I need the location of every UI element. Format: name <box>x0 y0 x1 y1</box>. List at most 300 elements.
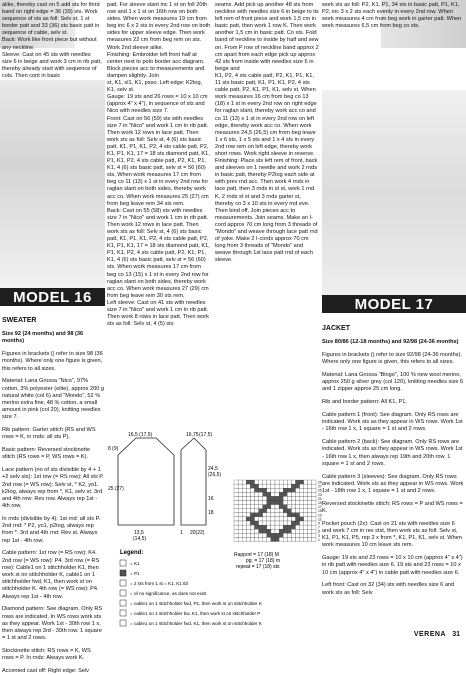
diagram-cell <box>271 480 275 484</box>
diagram-cell <box>275 505 279 509</box>
diagram-cell <box>275 521 279 525</box>
diagram-cell <box>279 492 283 496</box>
diagram-cell <box>242 484 246 488</box>
diagram-cell <box>250 505 254 509</box>
diagram-cell <box>279 484 283 488</box>
diagram-cell <box>259 496 263 500</box>
diagram-cell <box>308 537 312 541</box>
diagram-cell <box>312 521 316 525</box>
diagram-cell <box>267 484 271 488</box>
schematic-right-top-b: (17,5) <box>199 432 213 438</box>
diagram-cell <box>308 521 312 525</box>
diagram-cell <box>259 505 263 509</box>
sweater-rib: Rib pattern: Garter stitch (RS and WS rows = K, in rnds: all sts P). <box>2 427 96 441</box>
diagram-cell <box>296 505 300 509</box>
sweater-diamond: Diamond pattern: See diagram. Only RS rows are indicated. In WS rows work sts as they appear. Work 1st - 30th row 1 x, then always rep 3rd - 30th row. 1 square = 1 st and 2 rows. <box>2 606 103 642</box>
diagram-cell <box>238 521 242 525</box>
legend-symbol <box>120 560 126 566</box>
diagram-cell <box>267 533 271 537</box>
schematic-body <box>108 432 174 542</box>
sweater-sizes: Size 92 (24 months) and 98 (36 months) <box>2 331 84 345</box>
jacket-instructions <box>322 318 464 635</box>
schematic-right-side-a: 24,5 <box>208 466 218 472</box>
diagram-cell <box>291 517 295 521</box>
diagram-cell <box>267 488 271 492</box>
jacket-sizes: Size 80/86 (12-18 months) and 92/98 (24-36 months) <box>322 339 459 346</box>
diagram-cell <box>259 525 263 529</box>
diagram-cell <box>291 501 295 505</box>
diagram-cell <box>242 509 246 513</box>
text-col4-top: work sts as foll: P2, K1, P1, 34 sts in basic patt, P1, K1, P2, inc 3 x 2 sts each evenly in every 2nd row. When work measures 4 cm from beg work in garter patt. When work measures 6,5 cm from beg co sts. <box>322 2 462 30</box>
diagram-cell <box>259 537 263 541</box>
diagram-cell <box>296 480 300 484</box>
jacket-body: Figures in brackets () refer to size 92/98 (24-36 months). Where only one figure is given, this refers to all sizes. <box>322 352 462 366</box>
text-col3-seams: seams. Add pick up another 48 sts from neckline with needles size 6 in beige to its left rem of front piece and work 1,5 cm in basic patt, then work 1 row K. Then work another 1,5 cm in basic patt. Co sts. Fold band of neckline to inside by half and sew on. From P row of neckline band approx 2 cm apart from each edge pick up approx 42 sts from inside with needles size 6 in beige and <box>215 2 319 72</box>
diagram-cell <box>259 480 263 484</box>
diagram-cell <box>234 496 238 500</box>
schematic-right-bottom-a: 1 <box>180 530 183 536</box>
diagram-cell <box>238 488 242 492</box>
diagram-cell <box>263 537 267 541</box>
diagram-cell <box>304 488 308 492</box>
diagram-cell <box>304 513 308 517</box>
diagram-cell <box>255 505 259 509</box>
diagram-cell <box>250 533 254 537</box>
jacket-gauge: Gauge: 19 sts and 23 rows = 10 x 10 cm (approx 4" x 4") in rib patt with needles size 6. 19 sts and 23 rows = 10 x 10 cm (approx 4" x 4") in cable patt with needles size 6. <box>322 555 463 576</box>
diagram-row-label: 11 <box>318 517 322 522</box>
diagram-cell <box>238 501 242 505</box>
legend-item-text: = K1 <box>130 561 140 566</box>
diagram-cell <box>291 505 295 509</box>
diagram-cell <box>279 537 283 541</box>
text-back2: Back: Cast on 55 (58) sts with needles size 7 in "Nico" and work 1 cm in rib patt. Then work 12 rows in lace patt. Then work sts as foll: Selv st, 4 (6) sts basic patt, K1, P1, K1, P2, 4 sts cable patt, P2, K1, P1, K1, 17 = 18 sts diamond patt, K1, P1, K1, P2, 4 sts cable patt, P2, K1, P1, K1, 4 (6) sts basic patt, selv st = 56 (60) sts. When work measures 17 cm from beg co 13 (15) x 1 st in every 2nd row for raglan slant on both sides, thereby work acc co. When work measures 27 (29) cm from beg leave rem 30 sts rem. <box>107 207 210 299</box>
sweater-lace2: In rnds (divisible by 4): 1st rnd: all sts P. 2nd rnd: * P2, yo1, p2tog, always rep from *. 3rd and 4th rnd: Rev st. Always rep 1st - 4th row. <box>2 516 101 544</box>
diagram-cell <box>234 517 238 521</box>
diagram-cell <box>312 513 316 517</box>
diagram-cell <box>312 537 316 541</box>
diagram-cell <box>291 537 295 541</box>
legend-item-text: = cable1 on 1 stitchholder fwd, P1, then work st on stitchholder K <box>130 601 262 606</box>
diagram-row-label: 27 <box>318 484 322 489</box>
diagram-cell <box>255 529 259 533</box>
diagram-cell <box>304 480 308 484</box>
column-3 <box>215 2 319 307</box>
diagram-cell <box>259 521 263 525</box>
diagram-cell <box>250 484 254 488</box>
diagram-cell <box>308 529 312 533</box>
diagram-cell <box>291 484 295 488</box>
jacket-cable2: Cable pattern 2 (back): See diagram. Only RS rows are indicated. Work sts as they appear in WS rows. Work 1st - 16th row 1 x, then always rep 19th and 20th row. 1 square = 1 st and 2 rows. <box>322 439 463 467</box>
diagram-cell <box>255 537 259 541</box>
diagram-cell <box>250 525 254 529</box>
diagram-cell <box>308 501 312 505</box>
diagram-cell <box>300 501 304 505</box>
diagram-cell <box>279 488 283 492</box>
diagram-cell <box>255 496 259 500</box>
page-number: 31 <box>452 631 460 638</box>
diagram-cell <box>312 484 316 488</box>
diagram-cell <box>304 496 308 500</box>
diagram-cell <box>259 513 263 517</box>
diagram-row-label: 7 <box>318 525 320 530</box>
diagram-cell <box>304 537 308 541</box>
diagram-cell <box>246 513 250 517</box>
diagram-row-label: 13 <box>318 513 322 518</box>
brand-name: VERENA <box>413 631 446 638</box>
column-2 <box>107 2 211 432</box>
schematic-left-bottom-b: (14,5) <box>133 536 147 542</box>
legend-symbol <box>120 570 126 576</box>
diagram-cell <box>246 484 250 488</box>
diagram-cell <box>271 492 275 496</box>
diagram-cell <box>246 501 250 505</box>
diagram-cell <box>250 521 254 525</box>
diagram-cell <box>234 501 238 505</box>
diagram-cell <box>283 529 287 533</box>
diagram-cell <box>259 529 263 533</box>
diagram-cell <box>279 529 283 533</box>
diagram-cell <box>275 529 279 533</box>
diagram-cell <box>263 529 267 533</box>
diagram-cell <box>271 517 275 521</box>
diagram-cell <box>287 537 291 541</box>
diagram-cell <box>291 496 295 500</box>
diamond-diagram-grid <box>234 480 316 542</box>
diagram-cell <box>283 537 287 541</box>
diagram-cell <box>283 509 287 513</box>
diagram-cell <box>267 525 271 529</box>
diagram-cell <box>271 488 275 492</box>
text-back: Back: Work like front piece but without any neckline. <box>2 37 97 51</box>
diagram-cell <box>246 533 250 537</box>
diagram-cell <box>234 488 238 492</box>
jacket-rev: Reversed stockinette stitch: RS rows = P and WS rows = K. <box>322 500 463 515</box>
legend-title: Legend: <box>120 550 144 556</box>
diagram-cell <box>238 492 242 496</box>
diagram-cell <box>255 517 259 521</box>
jacket-rib: Rib and border pattern: All K1, P1. <box>322 399 407 406</box>
diagram-cell <box>279 521 283 525</box>
diagram-cell <box>308 525 312 529</box>
diagram-cell <box>312 525 316 529</box>
diagram-cell <box>275 525 279 529</box>
diagram-cell <box>242 492 246 496</box>
text-sleeve: Sleeve: Cast on 45 sts with needles size 6 in beige and work 3 cm in rib patt, thereby already start with sequence of cols. Then cont in basic <box>2 51 102 79</box>
diagram-cell <box>283 484 287 488</box>
schematic-right-side-c: 16 <box>208 496 214 502</box>
diagram-cell <box>287 521 291 525</box>
diagram-row-label: 17 <box>318 505 322 510</box>
diagram-cell <box>234 533 238 537</box>
diagram-cell <box>312 505 316 509</box>
diagram-cell <box>255 480 259 484</box>
diagram-cell <box>250 496 254 500</box>
column-4-top <box>322 2 464 90</box>
diagram-cell <box>263 492 267 496</box>
diagram-cell <box>242 525 246 529</box>
diagram-cell <box>250 501 254 505</box>
diagram-cell <box>242 496 246 500</box>
diagram-cell <box>271 533 275 537</box>
diagram-cell <box>238 517 242 521</box>
diagram-cell <box>308 488 312 492</box>
legend-symbol <box>120 620 126 626</box>
diagram-cell <box>287 533 291 537</box>
diagram-cell <box>267 529 271 533</box>
diagram-cell <box>271 505 275 509</box>
diagram-cell <box>287 488 291 492</box>
diagram-cell <box>308 517 312 521</box>
diagram-cell <box>287 501 291 505</box>
diagram-cell <box>234 525 238 529</box>
diagram-cell <box>291 533 295 537</box>
sweater-heading: SWEATER <box>2 317 37 324</box>
diagram-cell <box>300 492 304 496</box>
sweater-basic: Basic pattern: Reversed stockinette stitch (RS rows = P, WS rows = K). <box>2 447 90 461</box>
diagram-cell <box>238 529 242 533</box>
diagram-cell <box>271 537 275 541</box>
legend-item-text: = 2 sts from 1 st = K1, K1 tbl <box>130 581 188 586</box>
diagram-cell <box>296 509 300 513</box>
diagram-cell <box>304 533 308 537</box>
diagram-cell <box>283 488 287 492</box>
diagram-cell <box>275 488 279 492</box>
sweater-body: Figures in brackets () refer to size 98 (36 months). Where only one figure is given, this refers to all sizes. <box>2 351 103 372</box>
schematic-left-side-a: 8 (9) <box>108 446 119 452</box>
diagram-cell <box>300 505 304 509</box>
diagram-cell <box>250 529 254 533</box>
diagram-cell <box>275 509 279 513</box>
diagram-cell <box>283 496 287 500</box>
diagram-cell <box>255 484 259 488</box>
diagram-cell <box>283 513 287 517</box>
diagram-cell <box>304 484 308 488</box>
diagram-cell <box>255 533 259 537</box>
diagram-cell <box>246 517 250 521</box>
diagram-cell <box>259 492 263 496</box>
schematic-left-bottom-a: 13,5 <box>134 530 144 536</box>
diagram-cell <box>312 517 316 521</box>
diagram-rapport: Rapport = 17 (18) M <box>234 552 279 558</box>
diagram-cell <box>263 488 267 492</box>
diagram-cell <box>287 509 291 513</box>
diagram-cell <box>259 533 263 537</box>
diagram-cell <box>300 484 304 488</box>
diagram-cell <box>263 533 267 537</box>
diagram-cell <box>308 509 312 513</box>
diagram-cell <box>238 537 242 541</box>
diagram-cell <box>238 509 242 513</box>
diagram-row-label: 19 <box>318 501 322 505</box>
diagram-cell <box>279 501 283 505</box>
diagram-cell <box>246 492 250 496</box>
diagram-cell <box>279 513 283 517</box>
sweater-stockinette: Stockinette stitch: RS rows = K, WS rows = P. In rnds: Always work K. <box>2 648 91 662</box>
diagram-cell <box>283 492 287 496</box>
diagram-cell <box>291 525 295 529</box>
schematic-left-top: 16,5 (17,5) <box>128 432 153 438</box>
diagram-cell <box>234 484 238 488</box>
diagram-cell <box>287 529 291 533</box>
diagram-cell <box>275 480 279 484</box>
diagram-cell <box>242 501 246 505</box>
diagram-cell <box>246 521 250 525</box>
diagram-cell <box>279 517 283 521</box>
diagram-cell <box>287 492 291 496</box>
diagram-cell <box>304 521 308 525</box>
text-gauge: Gauge: 19 sts and 26 rows = 10 x 10 cm (approx 4" x 4"), in sequence of sts and Nico with needles size 7. <box>107 94 208 115</box>
diagram-cell <box>312 533 316 537</box>
legend-symbol <box>120 580 126 586</box>
diagram-cell <box>242 488 246 492</box>
jacket-cable1: Cable pattern 1 (front): See diagram. Only RS rows are indicated. Work sts as they appear in WS rows. Work 1st - 16th row 1 x, 1 square = 1 st and 2 rows. <box>322 412 463 433</box>
diagram-cell <box>250 509 254 513</box>
sweater-lace: Lace pattern (no of sts divisible by 4 + 1 +2 selv sts): 1st row (= RS row): All sts P. 2nd row (= WS row): Selv st, * K2, yo1, k2tog, always rep from *, K1, selv st. 3rd and 4th row: Rev row. Always rep 1st - 4th row. <box>2 467 104 510</box>
diagram-cell <box>275 496 279 500</box>
diagram-cell <box>304 509 308 513</box>
legend-item-text: = of no significance, as does not exist <box>130 591 207 596</box>
text-col3-top: st, K1, sl1, K1, psso. Left edge: K2tog, K1, selv st. <box>107 80 203 94</box>
schematic-right-bottom-b: 20(22) <box>190 530 205 536</box>
diagram-cell <box>300 521 304 525</box>
diagram-cell <box>234 529 238 533</box>
diagram-cell <box>312 509 316 513</box>
diagram-cell <box>291 509 295 513</box>
diagram-row-label: 5 <box>318 529 320 534</box>
diagram-cell <box>263 521 267 525</box>
diagram-cell <box>275 517 279 521</box>
diagram-cell <box>271 484 275 488</box>
diagram-cell <box>246 480 250 484</box>
model-17-label: MODEL 17 <box>322 295 466 313</box>
legend-item-text: = cable1 on 1 stitchholder bw, K1, then work st on stitchholder P <box>130 611 261 616</box>
diagram-cell <box>291 480 295 484</box>
diagram-cell <box>271 509 275 513</box>
diagram-cell <box>271 501 275 505</box>
legend-symbol <box>120 610 126 616</box>
diagram-cell <box>267 480 271 484</box>
diagram-cell <box>275 533 279 537</box>
diagram-cell <box>279 533 283 537</box>
diagram-cell <box>308 480 312 484</box>
diagram-cell <box>234 505 238 509</box>
diagram-cell <box>271 529 275 533</box>
diagram-cell <box>267 513 271 517</box>
diagram-cell <box>238 480 242 484</box>
diagram-cell <box>263 501 267 505</box>
diagram-cell <box>242 537 246 541</box>
diagram-cell <box>287 480 291 484</box>
diagram-cell <box>308 505 312 509</box>
jacket-left: Left front: Cast on 32 (34) sts with needles size 6 and work sts as foll: Selv <box>322 582 455 596</box>
diagram-cell <box>267 505 271 509</box>
diagram-cell <box>304 492 308 496</box>
diagram-cell <box>250 517 254 521</box>
diagram-cell <box>275 513 279 517</box>
diagram-row-label: 23 <box>318 492 322 497</box>
diagram-cell <box>234 480 238 484</box>
diagram-cell <box>296 488 300 492</box>
legend-item-text: = cable1 on 1 stitchholder fwd, K1, then work st on stitchholder K <box>130 621 262 626</box>
diagram-cell <box>250 513 254 517</box>
diagram-cell <box>283 505 287 509</box>
photo-model-16 <box>0 80 105 288</box>
diagram-cell <box>283 525 287 529</box>
diagram-cell <box>308 484 312 488</box>
diagram-cell <box>246 505 250 509</box>
diagram-cell <box>246 537 250 541</box>
jacket-material: Material: Lana Grossa "Bingo", 100 % new wool merino, approx 250 g silver grey (col 120), knitting needles size 6 and 1 zipper approx 25 cm long. <box>322 372 464 393</box>
diagram-cell <box>300 496 304 500</box>
diagram-cell <box>250 488 254 492</box>
text-front: Front: Cast on 56 (59) sts with needles size 7 in "Nico" and work 1 cm in rib patt. Then work 12 rows in lace patt. Then work sts as foll: Selv st, 4 (6) sts basic patt, K1, P1, K1, P2, 4 sts cable patt, P2, K1, P1, K1, 17 = 18 sts diamond patt, K1, P1, K1, P2, 4 sts cable patt, P2, K1, P1, K1, 4 (6) sts basic patt, selv st = 56 (60) sts. When work measures 17 cm from beg co 11 (13) x 1 st in every 2nd row for raglan slant on both sides, thereby work acc co. When work measures 25 (27) cm from beg leave rem 34 sts rem. <box>107 115 210 207</box>
diagram-cell <box>296 525 300 529</box>
diagram-cell <box>308 533 312 537</box>
diagram-cell <box>304 525 308 529</box>
diagram-cell <box>255 521 259 525</box>
diagram-cell <box>242 513 246 517</box>
diagram-cell <box>300 517 304 521</box>
diagram-cell <box>296 529 300 533</box>
diagram-row-label: 3 <box>318 533 320 538</box>
diagram-cell <box>234 509 238 513</box>
diagram-cell <box>246 509 250 513</box>
diagram-cell <box>238 505 242 509</box>
diagram-cell <box>312 480 316 484</box>
diagram-cell <box>279 509 283 513</box>
diagram-cell <box>255 501 259 505</box>
diagram-cell <box>246 525 250 529</box>
diagram-row-label: 21 <box>318 496 322 501</box>
diagram-cell <box>296 496 300 500</box>
text-col3-mid: K1, P2, 4 sts cable patt, P2, K1, P1, K1, 11 sts basic patt, K1, P1, K1, P2, 4 sts cable patt, P2, K1, P1, K1, selv st. When work measures 16 cm from beg co 13 (18) x 1 st in every 2nd row on right edge for raglan slant, thereby work acc co and co 11 (13) x 1 st in every 2nd row on left edge, thereby work acc co. When work measures 24,5 (26,5) cm from beg leave 1 x 6 sts, 1 x 5 sts and 1 x 4 sts in every 2nd row rem on left edge, thereby work short rows. Work right sleeve in reverse. <box>215 72 317 157</box>
sweater-accented: Accented cast off: Right edge: Selv <box>2 668 89 675</box>
diagram-row-label: 1 <box>318 537 320 542</box>
text-finishing: Finishing: Embroider left front half at center next to polo border acc diagram. Block pieces acc to measurements and dampen slightly. Join <box>107 51 205 79</box>
diagram-cell <box>250 492 254 496</box>
diagram-cell <box>300 488 304 492</box>
diagram-cell <box>238 513 242 517</box>
diagram-cell <box>296 517 300 521</box>
diagram-cell <box>263 513 267 517</box>
diagram-cell <box>255 488 259 492</box>
diagram-cell <box>242 521 246 525</box>
diagram-cell <box>246 496 250 500</box>
schematic-right-top: 16,75 <box>186 432 199 438</box>
diagram-cell <box>283 517 287 521</box>
diagram-cell <box>296 492 300 496</box>
schematic-right-side-b: (26,5) <box>208 472 222 478</box>
diagram-cell <box>255 492 259 496</box>
diagram-cell <box>263 484 267 488</box>
diagram-cell <box>234 513 238 517</box>
diagram-cell <box>255 513 259 517</box>
diagram-cell <box>275 501 279 505</box>
diagram-cell <box>267 501 271 505</box>
diagram-repeat: repeat = 17 (18) sts <box>236 564 280 570</box>
diagram-cell <box>246 488 250 492</box>
diagram-cell <box>291 529 295 533</box>
diagram-cell <box>238 525 242 529</box>
diagram-cell <box>242 505 246 509</box>
diagram-cell <box>275 484 279 488</box>
jacket-cable3: Cable pattern 3 (sleeves): See diagram. Only RS rows are indicated. Work sts as they appear in WS rows. Work 1st - 18th row 1 x, 1 square = 1 st and 2 rows. <box>322 473 464 495</box>
diagram-cell <box>242 529 246 533</box>
text-left-sleeve: Left sleeve: Cast on 41 sts with needles size 7 in "Nico" and work 1 cm in rib patt. Then work 8 rows in lace patt. Then work sts as foll: Selv st, 4 (5) sts <box>107 299 209 328</box>
schematic-sleeve <box>180 432 221 536</box>
diagram-cell <box>308 513 312 517</box>
diagram-cell <box>259 488 263 492</box>
